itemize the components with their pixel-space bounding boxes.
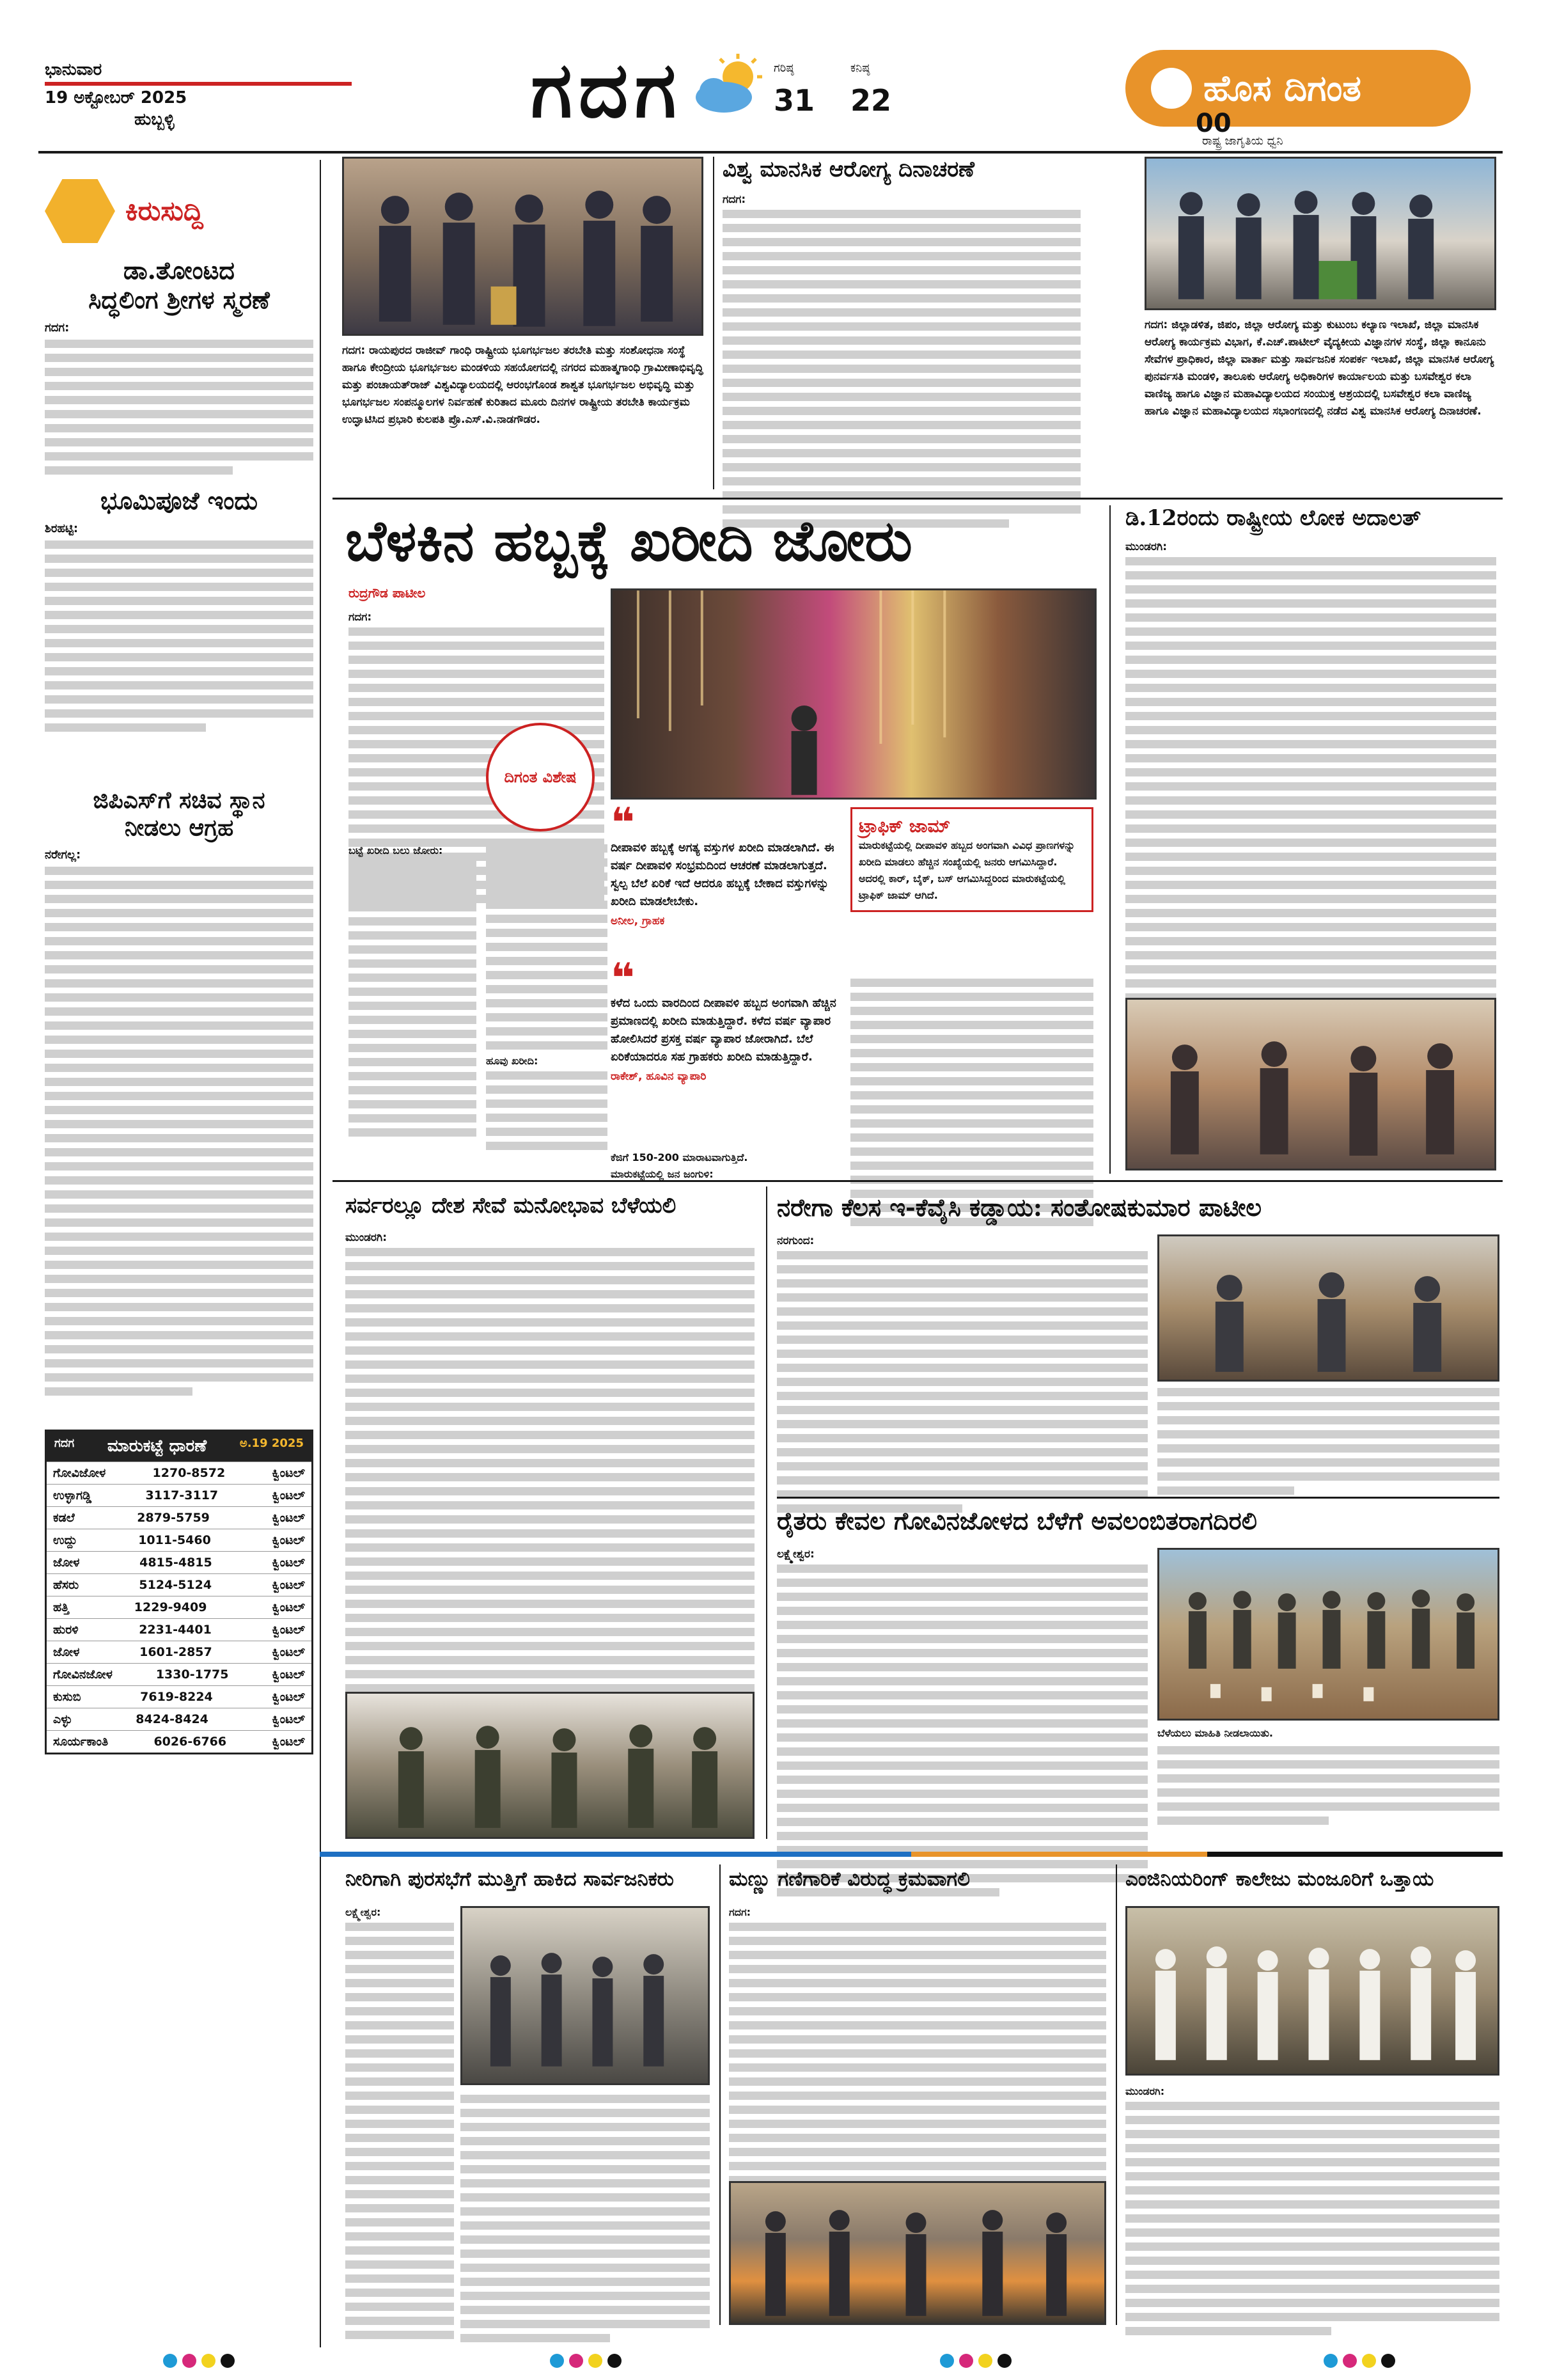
market-row <box>47 1708 311 1730</box>
market-commodity: ಕಡಲೆ <box>53 1511 75 1525</box>
lead-story-lead: ಗದಗ: <box>348 611 372 624</box>
brand-logo <box>1125 50 1471 127</box>
market-commodity: ಹುರಳಿ <box>53 1623 79 1637</box>
brief-2-body <box>45 540 313 732</box>
market-commodity: ಗೋವಿಜೋಳ <box>53 1466 106 1480</box>
market-row <box>47 1641 311 1663</box>
group-photo-icon <box>1127 1908 1498 2074</box>
engineering-title: ಎಂಜಿನಿಯರಿಂಗ್ ಕಾಲೇಜು ಮಂಜೂರಿಗೆ ಒತ್ತಾಯ <box>1125 1868 1434 1891</box>
lead-body-col-3 <box>850 979 1093 1226</box>
narega-body-2 <box>1157 1388 1499 1495</box>
lok-adalat-photo <box>1125 998 1496 1170</box>
lok-adalat-body <box>1125 540 1496 1058</box>
lead-subhead-1: ಬಟ್ಟೆ ಖರೀದಿ ಬಲು ಜೋರು: <box>348 844 443 856</box>
quote-open-icon: ❝ <box>611 955 635 1002</box>
market-row <box>47 1506 311 1529</box>
masthead-rule <box>38 151 1503 154</box>
market-commodity: ಕುಸುಬಿ <box>53 1690 81 1704</box>
market-price: 1011-5460 <box>138 1533 211 1547</box>
lead-crowd-line: ಮಾರುಕಟ್ಟೆಯಲ್ಲಿ ಜನ ಜಂಗುಳಿ: <box>611 1168 714 1180</box>
brief-2 <box>45 486 313 732</box>
date-label: 19 ಅಕ್ಟೋಬರ್ 2025 <box>45 88 187 107</box>
brand-emblem-icon <box>1151 68 1192 109</box>
groundwater-caption: ಗದಗ: ರಾಯಪುರದ ರಾಜೀವ್ ಗಾಂಧಿ ರಾಷ್ಟ್ರೀಯ ಭೂಗರ್ಭಜಲ ತರಬೇತಿ ಮತ್ತು ಸಂಶೋಧನಾ ಸಂಸ್ಥೆ ಹಾಗೂ ಕೇಂದ್ರೀಯ ಭೂಗರ್ಭಜಲ ಮಂಡಳಿಯ ಸಹಯೋಗದಲ್ಲಿ ನಗರದ ಮಹಾತ್ಮಗಾಂಧಿ ಗ್ರಾಮೀಣಾಭಿವೃದ್ಧಿ ಮತ್ತು ಪಂಚಾಯತ್‌ರಾಜ್ ವಿಶ್ವವಿದ್ಯಾಲಯದಲ್ಲಿ ಆರಂಭಗೊಂಡ ಶಾಶ್ವತ ಭೂಗರ್ಭಜಲ ಅಭಿವೃದ್ಧಿ ಮತ್ತು ಭೂಗರ್ಭಜಲ ಸಂಪನ್ಮೂಲಗಳ ನಿರ್ವಹಣೆ ಕುರಿತಾದ ಮೂರು ದಿನಗಳ ರಾಷ್ಟ್ರೀಯ ತರಬೇತಿ ಕಾರ್ಯಕ್ರಮ ಉದ್ಘಾಟಿಸಿದ ಪ್ರಭಾರಿ ಕುಲಪತಿ ಪ್ರೊ.ಎಸ್.ವಿ.ನಾಡಗೌಡರ. <box>342 344 703 426</box>
market-unit: ಕ್ವಿಂಟಲ್ <box>272 1690 305 1704</box>
market-price: 2231-4401 <box>139 1623 212 1637</box>
min-temp-label: ಕನಿಷ್ಠ <box>850 61 870 75</box>
lead-byline: ರುದ್ರಗೌಡ ಪಾಟೀಲ <box>348 585 426 601</box>
kirusuddi-header <box>45 176 313 246</box>
neeru-photo <box>460 1906 710 2085</box>
brief-3-body <box>45 867 313 1396</box>
column-divider <box>1109 505 1111 1174</box>
market-commodity: ಉಳ್ಳಾಗಡ್ಡಿ <box>53 1488 92 1502</box>
market-price: 2879-5759 <box>137 1511 210 1525</box>
date-block <box>45 59 352 130</box>
market-row <box>47 1573 311 1596</box>
market-unit: ಕ್ವಿಂಟಲ್ <box>272 1578 305 1592</box>
mannu-photo <box>729 2181 1106 2325</box>
registration-marks <box>940 2354 1012 2368</box>
market-row <box>47 1529 311 1551</box>
market-row <box>47 1551 311 1573</box>
max-temp-value: 31 <box>774 83 815 118</box>
raitaru-lead: ಲಕ್ಷ್ಮೇಶ್ವರ: <box>777 1548 815 1561</box>
quote-2 <box>611 955 841 1083</box>
group-photo-icon <box>1146 159 1494 309</box>
group-photo-icon <box>1127 1000 1494 1169</box>
quote-2-author: ರಾಕೇಶ್, ಹೂವಿನ ವ್ಯಾಪಾರಿ <box>611 1070 707 1083</box>
market-price: 5124-5124 <box>139 1578 212 1592</box>
market-row <box>47 1462 311 1484</box>
market-price: 6026-6766 <box>153 1735 227 1749</box>
market-commodity: ಗೋವಿನಜೋಳ <box>53 1667 113 1682</box>
registration-marks <box>550 2354 622 2368</box>
market-row <box>47 1618 311 1641</box>
brief-1-title-1: ಡಾ.ತೋಂಟದ <box>123 256 235 285</box>
megaphone-icon <box>45 179 115 243</box>
market-row <box>47 1730 311 1753</box>
quote-1-text: ದೀಪಾವಳಿ ಹಬ್ಬಕ್ಕೆ ಅಗತ್ಯ ವಸ್ತುಗಳ ಖರೀದಿ ಮಾಡಲಾಗಿದೆ. ಈ ವರ್ಷ ದೀಪಾವಳಿ ಸಂಭ್ರಮದಿಂದ ಆಚರಣೆ ಮಾಡಲಾಗುತ್ತದೆ. ಸ್ವಲ್ಪ ಬೆಲೆ ಏರಿಕೆ ಇದೆ ಆದರೂ ಹಬ್ಬಕ್ಕೆ ಬೇಕಾದ ವಸ್ತುಗಳನ್ನು ಖರೀದಿ ಮಾಡಲೇಬೇಕು. <box>611 841 834 908</box>
market-unit: ಕ್ವಿಂಟಲ್ <box>272 1623 305 1637</box>
engineering-photo <box>1125 1906 1499 2076</box>
lok-adalat-title: ಡಿ.12ರಂದು ರಾಷ್ಟ್ರೀಯ ಲೋಕ ಅದಾಲತ್ <box>1125 505 1421 531</box>
traffic-text: ಮಾರುಕಟ್ಟೆಯಲ್ಲಿ ದೀಪಾವಳಿ ಹಬ್ಬದ ಅಂಗವಾಗಿ ವಿವಿಧ ಪ್ರಾಣಗಳನ್ನು ಖರೀದಿ ಮಾಡಲು ಹೆಚ್ಚಿನ ಸಂಖ್ಯೆಯಲ್ಲಿ ಜನರು ಆಗಮಿಸಿದ್ದಾರೆ. ಅದರಲ್ಲಿ ಕಾರ್, ಬೈಕ್, ಬಸ್ ಆಗಮಿಸಿದ್ದರಿಂದ ಮಾರುಕಟ್ಟೆಯಲ್ಲಿ ಟ್ರಾಫಿಕ್ ಜಾಮ್ ಆಗಿದೆ. <box>859 839 1076 901</box>
raitaru-body <box>777 1548 1148 1896</box>
mental-health-title: ವಿಶ್ವ ಮಾನಸಿಕ ಆರೋಗ್ಯ ದಿನಾಚರಣೆ <box>723 157 974 182</box>
market-table-header <box>47 1431 311 1462</box>
group-photo-icon <box>731 2183 1104 2324</box>
brief-3-title-2: ನೀಡಲು ಆಗ್ರಹ <box>124 814 234 841</box>
kirusuddi-label: ಕಿರುಸುದ್ದಿ <box>125 195 203 226</box>
column-divider <box>766 1186 767 1839</box>
column-divider <box>713 157 714 489</box>
market-date: ಅ.19 2025 <box>239 1437 304 1450</box>
market-row <box>47 1596 311 1618</box>
engineering-body <box>1125 2085 1499 2335</box>
market-price: 7619-8224 <box>140 1690 213 1704</box>
brief-3-title-1: ಜಿಪಿಎಸ್‌ಗೆ ಸಚಿವ ಸ್ಥಾನ <box>93 787 265 814</box>
raitaru-title: ರೈತರು ಕೇವಲ ಗೋವಿನಜೋಳದ ಬೆಳೆಗೆ ಅವಲಂಬಿತರಾಗದಿರಲಿ <box>777 1506 1257 1535</box>
group-photo-icon <box>1159 1236 1498 1380</box>
max-temp-label: ಗರಿಷ್ಠ <box>774 61 794 75</box>
market-unit: ಕ್ವಿಂಟಲ್ <box>272 1533 305 1547</box>
mental-health-body <box>723 193 1081 528</box>
market-price: 1229-9409 <box>134 1600 207 1614</box>
market-commodity: ಜೋಳ <box>53 1645 80 1659</box>
brief-2-lead: ಶಿರಹಟ್ಟಿ: <box>45 522 79 535</box>
market-unit: ಕ್ವಿಂಟಲ್ <box>272 1488 305 1502</box>
lead-subhead-2: ಹೂವು ಖರೀದಿ: <box>486 1055 538 1067</box>
group-photo-icon <box>1159 1550 1498 1719</box>
mental-health-photo <box>1145 157 1496 310</box>
brief-1-lead: ಗದಗ: <box>45 321 70 335</box>
brief-1-body <box>45 340 313 475</box>
min-temp-value: 22 <box>850 83 892 118</box>
brand-tagline: ರಾಷ್ಟ್ರ ಜಾಗೃತಿಯ ಧ್ವನಿ <box>1202 134 1283 148</box>
narega-photo <box>1157 1234 1499 1382</box>
traffic-title: ಟ್ರಾಫಿಕ್ ಜಾಮ್ <box>859 816 951 837</box>
sarvarallu-title: ಸರ್ವರಲ್ಲೂ ದೇಶ ಸೇವೆ ಮನೋಭಾವ ಬೆಳೆಯಲಿ <box>345 1193 677 1218</box>
brief-1-title-2: ಸಿದ್ಧಲಿಂಗ ಶ್ರೀಗಳ ಸ್ಮರಣೆ <box>88 285 270 314</box>
brief-3-lead: ನರೇಗಲ್ಲ: <box>45 848 81 862</box>
mannu-lead: ಗದಗ: <box>729 1906 751 1918</box>
market-unit: ಕ್ವಿಂಟಲ್ <box>272 1645 305 1659</box>
market-unit: ಕ್ವಿಂಟಲ್ <box>272 1466 305 1480</box>
quote-1-author: ಅನೀಲ, ಗ್ರಾಹಕ <box>611 915 665 927</box>
market-city: ಗದಗ <box>54 1437 75 1450</box>
sarvarallu-lead: ಮುಂಡರಗಿ: <box>345 1231 387 1244</box>
mannu-body <box>729 1906 1106 2198</box>
mental-health-caption: ಗದಗ: ಜಿಲ್ಲಾಡಳಿತ, ಜಿಪಂ, ಜಿಲ್ಲಾ ಆರೋಗ್ಯ ಮತ್ತು ಕುಟುಂಬ ಕಲ್ಯಾಣ ಇಲಾಖೆ, ಜಿಲ್ಲಾ ಮಾನಸಿಕ ಆರೋಗ್ಯ ಕಾರ್ಯಕ್ರಮ ವಿಭಾಗ, ಕೆ.ಎಚ್.ಪಾಟೀಲ್ ವೈದ್ಯಕೀಯ ವಿಜ್ಞಾನಗಳ ಸಂಸ್ಥೆ, ಜಿಲ್ಲಾ ಕಾನೂನು ಸೇವೆಗಳ ಪ್ರಾಧಿಕಾರ, ಜಿಲ್ಲಾ ವಾರ್ತಾ ಮತ್ತು ಸಾರ್ವಜನಿಕ ಸಂಪರ್ಕ ಇಲಾಖೆ, ಜಿಲ್ಲಾ ಮಾನಸಿಕ ಆರೋಗ್ಯ ಪುನರ್ವಸತಿ ಮಂಡಳಿ, ತಾಲೂಕು ಆರೋಗ್ಯ ಅಧಿಕಾರಿಗಳ ಕಾರ್ಯಾಲಯ ಮತ್ತು ಬಸವೇಶ್ವರ ಕಲಾ ವಾಣಿಜ್ಯ ಹಾಗೂ ವಿಜ್ಞಾನ ಮಹಾವಿದ್ಯಾಲಯದ ಸಂಯುಕ್ತ ಆಶ್ರಯದಲ್ಲಿ ಬಸವೇಶ್ವರ ಕಲಾ ವಾಣಿಜ್ಯ ಹಾಗೂ ವಿಜ್ಞಾನ ಮಹಾವಿದ್ಯಾಲಯದ ಸಭಾಂಗಣದಲ್ಲಿ ನಡೆದ ವಿಶ್ವ ಮಾನಸಿಕ ಆರೋಗ್ಯ ದಿನಾಚರಣೆ. <box>1145 319 1494 418</box>
market-row <box>47 1685 311 1708</box>
market-row <box>47 1663 311 1685</box>
market-commodity: ಸೂರ್ಯಕಾಂತಿ <box>53 1735 109 1749</box>
hanging-goods-icon <box>613 590 1095 798</box>
market-commodity: ಹತ್ತಿ <box>53 1600 69 1614</box>
market-shop-photo <box>611 588 1097 800</box>
registration-marks <box>163 2354 235 2368</box>
registration-marks <box>1324 2354 1395 2368</box>
mannu-title: ಮಣ್ಣು ಗಣಿಗಾರಿಕೆ ವಿರುದ್ಧ ಕ್ರಮವಾಗಲಿ <box>729 1868 970 1891</box>
brief-1 <box>45 256 313 475</box>
lead-headline: ಬೆಳಕಿನ ಹಬ್ಬಕ್ಕೆ ಖರೀದಿ ಜೋರು <box>345 507 912 574</box>
brief-3 <box>45 787 313 1396</box>
narega-title: ನರೇಗಾ ಕೆಲಸ ಇ-ಕೆವೈಸಿ ಕಡ್ಡಾಯ: ಸಂತೋಷಕುಮಾರ ಪಾಟೀಲ <box>777 1193 1262 1222</box>
quote-1 <box>611 800 841 927</box>
market-commodity: ಎಳ್ಳು <box>53 1712 72 1726</box>
date-rule <box>45 82 352 86</box>
color-strip <box>320 1852 1503 1857</box>
min-temp-block <box>850 52 891 116</box>
market-unit: ಕ್ವಿಂಟಲ್ <box>272 1511 305 1525</box>
quote-open-icon: ❝ <box>611 800 635 847</box>
edition-city: ಹುಬ್ಬಳ್ಳಿ <box>134 110 175 129</box>
groundwater-photo <box>342 157 703 336</box>
market-price: 1330-1775 <box>155 1667 229 1682</box>
column-divider <box>1116 1864 1117 2325</box>
masthead-city: ಗದಗ <box>531 45 683 135</box>
group-photo-icon <box>462 1908 708 2084</box>
market-price: 1601-2857 <box>139 1645 212 1659</box>
market-unit: ಕ್ವಿಂಟಲ್ <box>272 1556 305 1570</box>
market-title: ಮಾರುಕಟ್ಟೆ ಧಾರಣೆ <box>107 1437 207 1456</box>
max-temp-block <box>774 52 815 116</box>
raitaru-body-2 <box>1157 1746 1499 1825</box>
raitaru-photo <box>1157 1548 1499 1721</box>
lead-body-col-1b <box>348 844 476 1137</box>
market-commodity: ಹೆಸರು <box>53 1578 79 1592</box>
market-rows <box>47 1462 311 1753</box>
market-price: 1270-8572 <box>152 1466 226 1480</box>
group-photo-icon <box>344 159 701 335</box>
neeru-lead: ಲಕ್ಷ್ಮೇಶ್ವರ: <box>345 1906 381 1918</box>
market-unit: ಕ್ವಿಂಟಲ್ <box>272 1735 305 1749</box>
digantha-vishesha-badge: ದಿಗಂತ ವಿಶೇಷ <box>486 723 595 831</box>
mental-health-lead: ಗದಗ: <box>723 193 746 206</box>
sarvarallu-photo <box>345 1692 755 1839</box>
section-rule <box>332 1180 1503 1182</box>
page-number: 00 <box>1196 109 1232 138</box>
section-rule <box>777 1497 1499 1499</box>
traffic-box <box>850 807 1093 912</box>
raitaru-caption: ಬೆಳೆಯಲು ಮಾಹಿತಿ ನೀಡಲಾಯಿತು. <box>1157 1727 1273 1739</box>
narega-body <box>777 1234 1148 1513</box>
weather-icon <box>691 51 767 124</box>
quote-2-text: ಕಳೆದ ಒಂದು ವಾರದಿಂದ ದೀಪಾವಳಿ ಹಬ್ಬದ ಅಂಗವಾಗಿ ಹೆಚ್ಚಿನ ಪ್ರಮಾಣದಲ್ಲಿ ಖರೀದಿ ಮಾಡುತ್ತಿದ್ದಾರೆ. ಕಳೆದ ವರ್ಷ ವ್ಯಾಪಾರ ಹೋಲಿಸಿದರೆ ಪ್ರಸಕ್ತ ವರ್ಷ ವ್ಯಾಪಾರ ಜೋರಾಗಿದೆ. ಬೆಲೆ ಏರಿಕೆಯಾದರೂ ಸಹ ಗ್ರಾಹಕರು ಖರೀದಿ ಮಾಡುತ್ತಿದ್ದಾರೆ. <box>611 997 836 1064</box>
market-unit: ಕ್ವಿಂಟಲ್ <box>272 1600 305 1614</box>
narega-lead: ನರಗುಂದ: <box>777 1234 815 1247</box>
market-commodity: ಜೋಳ <box>53 1556 80 1570</box>
neeru-title: ನೀರಿಗಾಗಿ ಪುರಸಭೆಗೆ ಮುತ್ತಿಗೆ ಹಾಕಿದ ಸಾರ್ವಜನಿಕರು <box>345 1868 674 1891</box>
market-unit: ಕ್ವಿಂಟಲ್ <box>272 1667 305 1682</box>
engineering-lead: ಮುಂಡರಗಿ: <box>1125 2085 1165 2097</box>
market-table <box>45 1430 313 1754</box>
day-label: ಭಾನುವಾರ <box>45 60 102 79</box>
market-price: 8424-8424 <box>136 1712 208 1726</box>
lead-body-col-2 <box>486 844 607 1150</box>
section-rule <box>332 498 1503 500</box>
market-unit: ಕ್ವಿಂಟಲ್ <box>272 1712 305 1726</box>
left-column-divider <box>320 160 321 2347</box>
market-row <box>47 1484 311 1506</box>
neeru-body <box>345 1906 454 2339</box>
market-commodity: ಉದ್ದು <box>53 1533 77 1547</box>
market-price: 3117-3117 <box>145 1488 219 1502</box>
brand-name: ಹೊಸ ದಿಗಂತ <box>1203 67 1361 109</box>
column-divider <box>719 1864 721 2325</box>
lok-adalat-lead: ಮುಂಡರಗಿ: <box>1125 540 1168 553</box>
neeru-body-2 <box>460 2095 710 2342</box>
market-price: 4815-4815 <box>139 1556 212 1570</box>
lead-price-line: ಕೆಜಿಗೆ 150-200 ಮಾರಾಟವಾಗುತ್ತಿದೆ. <box>611 1151 748 1163</box>
group-photo-icon <box>347 1694 753 1838</box>
brief-2-title: ಭೂಮಿಪೂಜೆ ಇಂದು <box>100 486 258 515</box>
